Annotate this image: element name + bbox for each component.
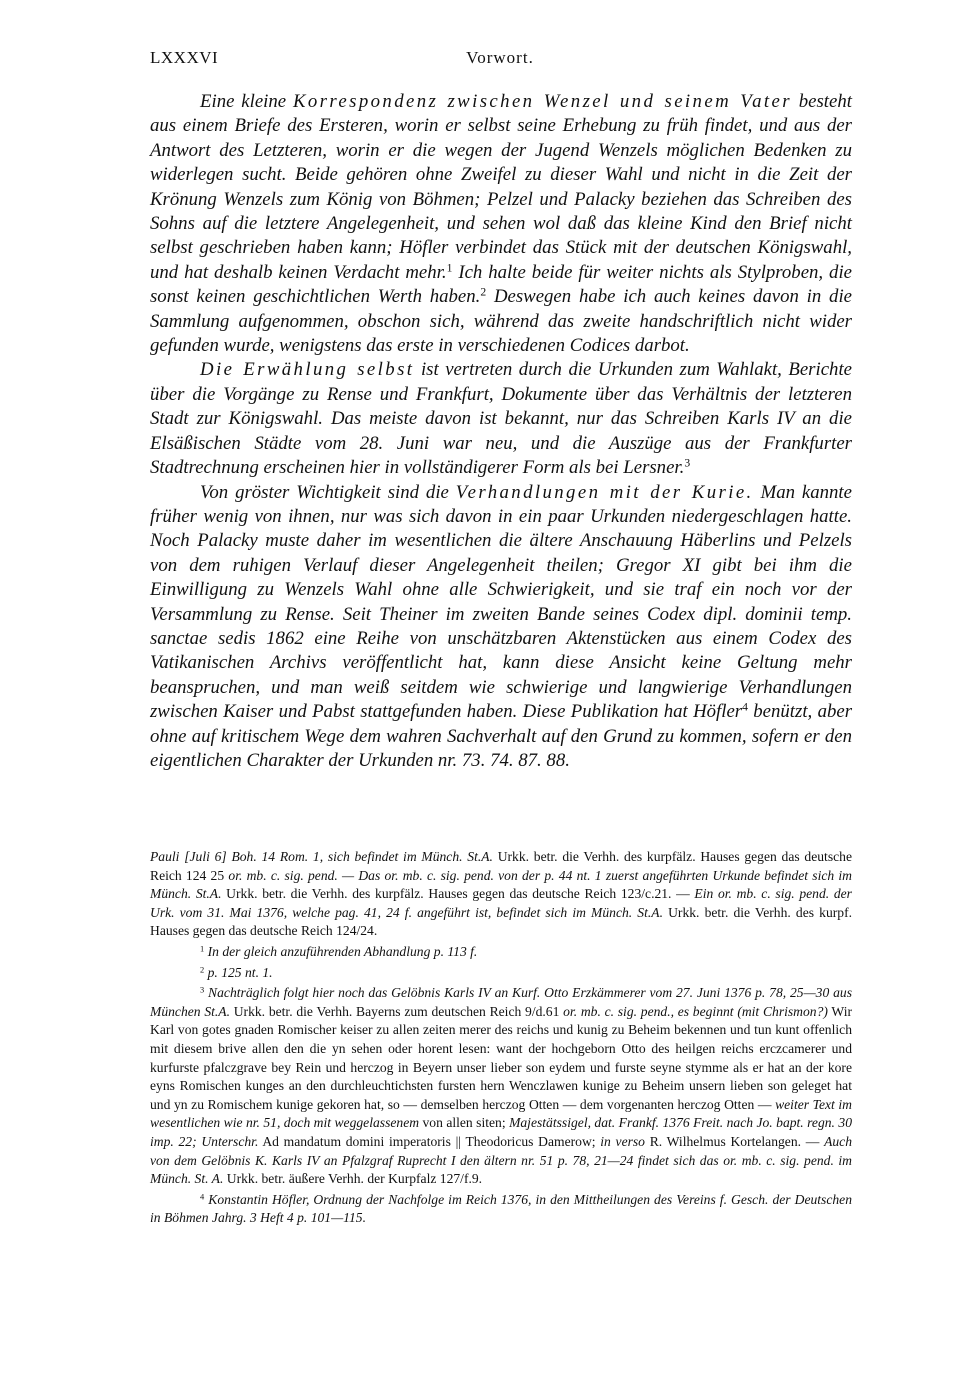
footnotes: [150, 848, 852, 1230]
text-run: von allen siten;: [419, 1115, 510, 1131]
text-run: Urkk. betr. die Verhh. des kurpfälz. Hauses gegen das deutsche Reich 123/c.21. —: [221, 886, 695, 902]
text-run: besteht aus einem Briefe des Ersteren, worin er selbst seine Erhebung zu früh findet, und aus der Antwort des Letzteren, worin er die wegen der Jugend Wenzels möglichen Bedenken zu widerlegen sucht. Beide gehören ohne Zweifel zu dieser Wahl und nicht in die Zeit der Krönung Wenzels zum König von Böhmen; Pelzel und Palacky beziehen das Schreiben des Sohns auf die letztere Angelegenheit, und sehen wol daß das kleine Kind den Brief nicht selbst geschrieben haben kann; Höfler verbindet das Stück mit der deutschen Königswahl, und hat deshalb keinen Verdacht mehr.: [150, 91, 852, 283]
page-header: [150, 48, 850, 78]
spaced-emphasis: Korrespondenz zwischen Wenzel und seinem Vater: [292, 91, 792, 112]
text-run: In der gleich anzuführenden Abhandlung p. 113 f.: [204, 943, 478, 959]
text-run: Urkk. betr. die Verhh. des kurpf. Hauses gegen das deutsche Reich 124/24.: [150, 904, 852, 939]
text-run: Ich halte beide für weiter nichts als Stylproben, die sonst keinen geschichtlichen Werth haben.: [150, 261, 853, 308]
footnote-number: 4: [200, 1191, 205, 1202]
footnote-4: [150, 1191, 852, 1228]
footnote-number: 3: [200, 984, 205, 995]
footnote-3: [150, 984, 852, 1189]
footnote-1: [150, 943, 852, 962]
footnote-ref-3: 3: [684, 456, 691, 470]
text-run: in verso: [600, 1133, 645, 1149]
footnote-2: [150, 964, 852, 983]
footnote-continuation: [150, 848, 852, 941]
footnote-ref-1: 1: [446, 261, 453, 275]
text-run: p. 125 nt. 1.: [204, 964, 273, 980]
text-run: or. mb. c. sig. pend. — Das or. mb. c. sig. pend. von der p. 44 nt. 1 zuerst angeführten Urkunde befindet sich im Münch. St.A.: [150, 867, 852, 902]
footnote-ref-4: 4: [742, 700, 748, 714]
text-run: Urkk. betr. die Verhh. Bayerns zum deutschen Reich 9/d.61: [230, 1003, 564, 1019]
paragraph-election: [150, 358, 852, 480]
text-run: Auch von dem Gelöbnis K. Karls IV an Pfalzgraf Ruprecht I den ältern nr. 51 p. 78, 21—24 findet sich das or. mb. c. sig. pend. im Münch. St. A.: [150, 1133, 852, 1187]
main-text: [150, 90, 852, 773]
text-run: Eine kleine: [200, 91, 293, 112]
spaced-emphasis: Die Erwählung selbst: [200, 359, 415, 381]
text-run: ist vertreten durch die Urkunden zum Wahlakt, Berichte über die Vorgänge zu Rense und Frankfurt, Dokumente über das Verhältnis der letzteren Stadt zur Königswahl. Das meiste davon ist bekannt, nur das Schreiben Karls IV an die Elsäßischen Städte vom 28. Juni war neu, und die Auszüge aus der Frankfurter Stadtrechnung erscheinen hier in vollständigerer Form als bei Lersner.: [150, 359, 852, 479]
footnote-ref-2: 2: [480, 285, 487, 299]
text-run: Nachträglich folgt hier noch das Gelöbnis Karls IV an Kurf. Otto Erzkämmerer vom 27. Juni 1376 p. 78, 25—30 aus München St.A.: [150, 985, 852, 1019]
text-run: Ad mandatum domini imperatoris || Theodoricus Damerow;: [258, 1133, 601, 1149]
text-run: Wir Karl von gotes gnaden Romischer keiser zu allen zeiten merer des reichs und kunig zu Beheim bekennen und tun kunt offenlich mit diesem brive allen den die yn sehen oder horent lesen: want der hochgeborn Otto des heilgen reichs erczcamerer und kurfurste pfalczgrave bey Rein und herczog in Beyern unser lieber son eydem und furste seyne stymme als er hat an der kore eyns Romischen kunges an den durchleuchtichsten fursten hern Wenczlawen kunige zu Beheim unsern lieben son geleget hat und yn zu Romischem kunige gekoren hat, so — demselben herczog Otten — dem vorgenanten herczog Otten —: [150, 1003, 853, 1112]
text-run: R. Wilhelmus Kortelangen. —: [644, 1133, 825, 1149]
text-run: or. mb. c. sig. pend., es beginnt (mit Chrismon?): [563, 1003, 828, 1019]
paragraph-correspondence: [150, 90, 852, 358]
text-run: Deswegen habe ich auch keines davon in die Sammlung aufgenommen, obschon sich, während das zweite handschriftlich nicht wider gefunden wurde, wenigstens das erste in verschiedenen Codices darbot.: [150, 286, 852, 357]
paragraph-curia: [150, 481, 852, 774]
page-number: LXXXVI: [150, 48, 219, 67]
text-run: Man kannte früher wenig von ihnen, nur was sich davon in ein paar Urkunden niedergeschlagen hatte. Noch Palacky muste daher im wesentlichen die ältere Anschauung Häberlins und Pelzels von dem ruhigen Verlauf dieser Angelegenheit theilen; Gregor XI gibt bei ihm die Einwilligung zu Wenzels Wahl ohne alle Schwierigkeit, und sie traf ein noch vor der Versammlung zu Rense. Seit Theiner im zweiten Bande seines Codex dipl. dominii temp. sanctae sedis 1862 eine Reihe von unschätzbaren Aktenstücken aus einem Codex des Vatikanischen Archivs veröffentlicht hat, kann diese Ansicht keine Geltung mehr beanspruchen, und man weiß seitdem wie schwierige und langwierige Verhandlungen zwischen Kaiser und Pabst stattgefunden haben. Diese Publikation hat Höfler: [150, 481, 852, 723]
footnote-number: 2: [200, 963, 205, 974]
spaced-emphasis: Verhandlungen mit der Kurie.: [455, 481, 754, 503]
text-run: Urkk. betr. äußere Verhh. der Kurpfalz 127/f.9.: [223, 1171, 483, 1187]
text-run: Majestätssigel, dat. Frankf. 1376 Freit. nach Jo. bapt. regn. 30 imp. 22; Unterschr.: [150, 1115, 852, 1149]
text-run: benützt, aber ohne auf kritischem Wege dem wahren Sachverhalt auf den Grund zu kommen, sofern er den eigentlichen Charakter der Urkunden nr. 73. 74. 87. 88.: [150, 701, 853, 771]
text-run: weiter Text im wesentlichen wie nr. 51, doch mit weggelassenem: [150, 1096, 852, 1131]
text-run: Urkk. betr. die Verhh. des kurpfälz. Hauses gegen das deutsche Reich 124 25: [150, 849, 852, 883]
running-title: Vorwort.: [466, 48, 534, 67]
text-run: Pauli [Juli 6] Boh. 14 Rom. 1, sich befindet im Münch. St.A.: [150, 849, 493, 864]
text-run: Von gröster Wichtigkeit sind die: [200, 481, 456, 503]
text-run: Konstantin Höfler, Ordnung der Nachfolge im Reich 1376, in den Mittheilungen des Vereins f. Gesch. der Deutschen in Böhmen Jahrg. 3 Heft 4 p. 101—115.: [150, 1191, 852, 1226]
text-run: Ein or. mb. c. sig. pend. der Urk. vom 31. Mai 1376, welche pag. 41, 24 f. angeführt ist, befindet sich im Münch. St.A.: [150, 886, 852, 920]
footnote-number: 1: [200, 943, 205, 954]
